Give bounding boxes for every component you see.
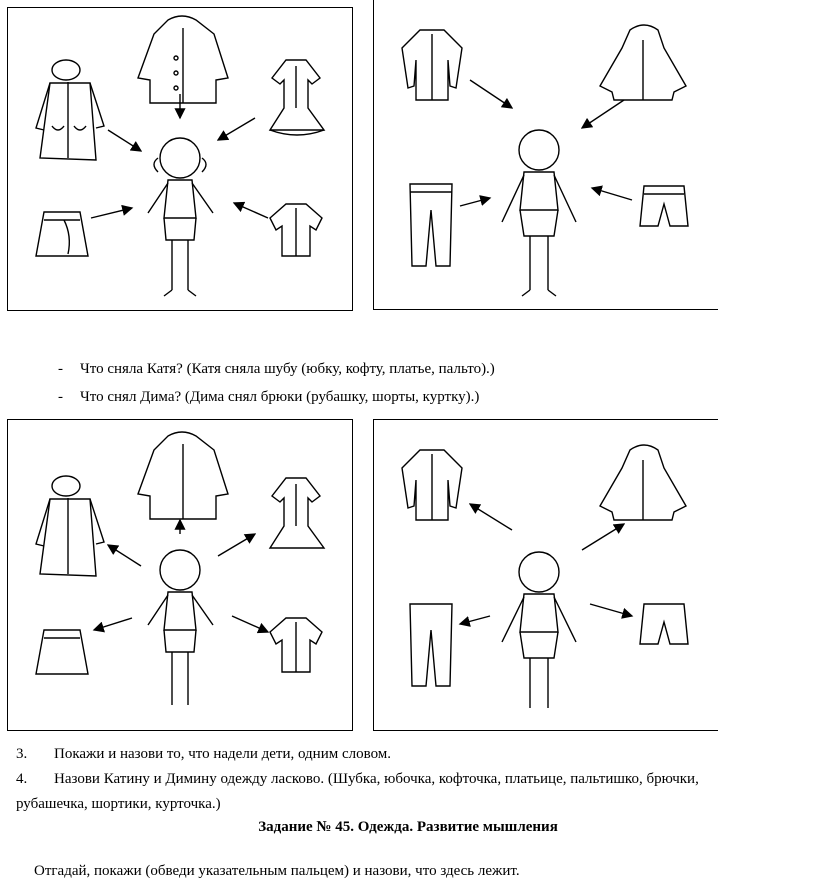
fur-coat-icon xyxy=(138,432,228,519)
instruction-text: Отгадай, покажи (обведи указательным пальцем) и назови, что здесь лежит. xyxy=(34,863,520,879)
question-katya: - Что сняла Катя? (Катя сняла шубу (юбку, кофту, платье, пальто).) xyxy=(58,361,495,377)
panel-girl-dressed xyxy=(7,419,353,731)
trousers-icon xyxy=(410,604,452,686)
page-title: Задание № 45. Одежда. Развитие мышления xyxy=(258,819,558,835)
arrow-icon xyxy=(460,80,632,206)
task-4: 4. Назови Катину и Димину одежду ласково. (Шубка, юбочка, кофточка, платьице, пальтишко, брючки, xyxy=(16,771,699,787)
blouse-icon xyxy=(270,204,322,256)
jacket-icon xyxy=(600,25,686,100)
jacket-icon xyxy=(600,445,686,520)
blouse-icon xyxy=(270,618,322,672)
coat-icon xyxy=(36,476,104,576)
task-3: 3. Покажи и назови то, что надели дети, одним словом. xyxy=(16,746,392,762)
skirt-icon xyxy=(36,212,88,256)
arrow-icon xyxy=(460,504,632,624)
arrow-icon xyxy=(91,94,268,218)
shorts-icon xyxy=(640,186,688,226)
shirt-icon xyxy=(402,450,462,520)
boy-figure-icon xyxy=(502,552,576,708)
shirt-icon xyxy=(402,30,462,100)
dress-icon xyxy=(270,478,324,548)
girl-figure-icon xyxy=(148,138,213,296)
fur-coat-icon xyxy=(138,16,228,103)
panel-girl-undressed xyxy=(7,7,353,311)
boy-figure-icon xyxy=(502,130,576,296)
shorts-icon xyxy=(640,604,688,644)
task-4-continuation: рубашечка, шортики, курточка.) xyxy=(16,796,221,812)
panel-boy-dressed xyxy=(373,419,718,731)
panel-boy-undressed xyxy=(373,0,718,310)
trousers-icon xyxy=(410,184,452,266)
question-dima: - Что снял Дима? (Дима снял брюки (рубашку, шорты, куртку).) xyxy=(58,389,480,405)
arrow-icon xyxy=(94,520,268,632)
girl-figure-icon xyxy=(148,550,213,705)
dress-icon xyxy=(270,60,324,135)
coat-icon xyxy=(36,60,104,160)
skirt-icon xyxy=(36,630,88,674)
